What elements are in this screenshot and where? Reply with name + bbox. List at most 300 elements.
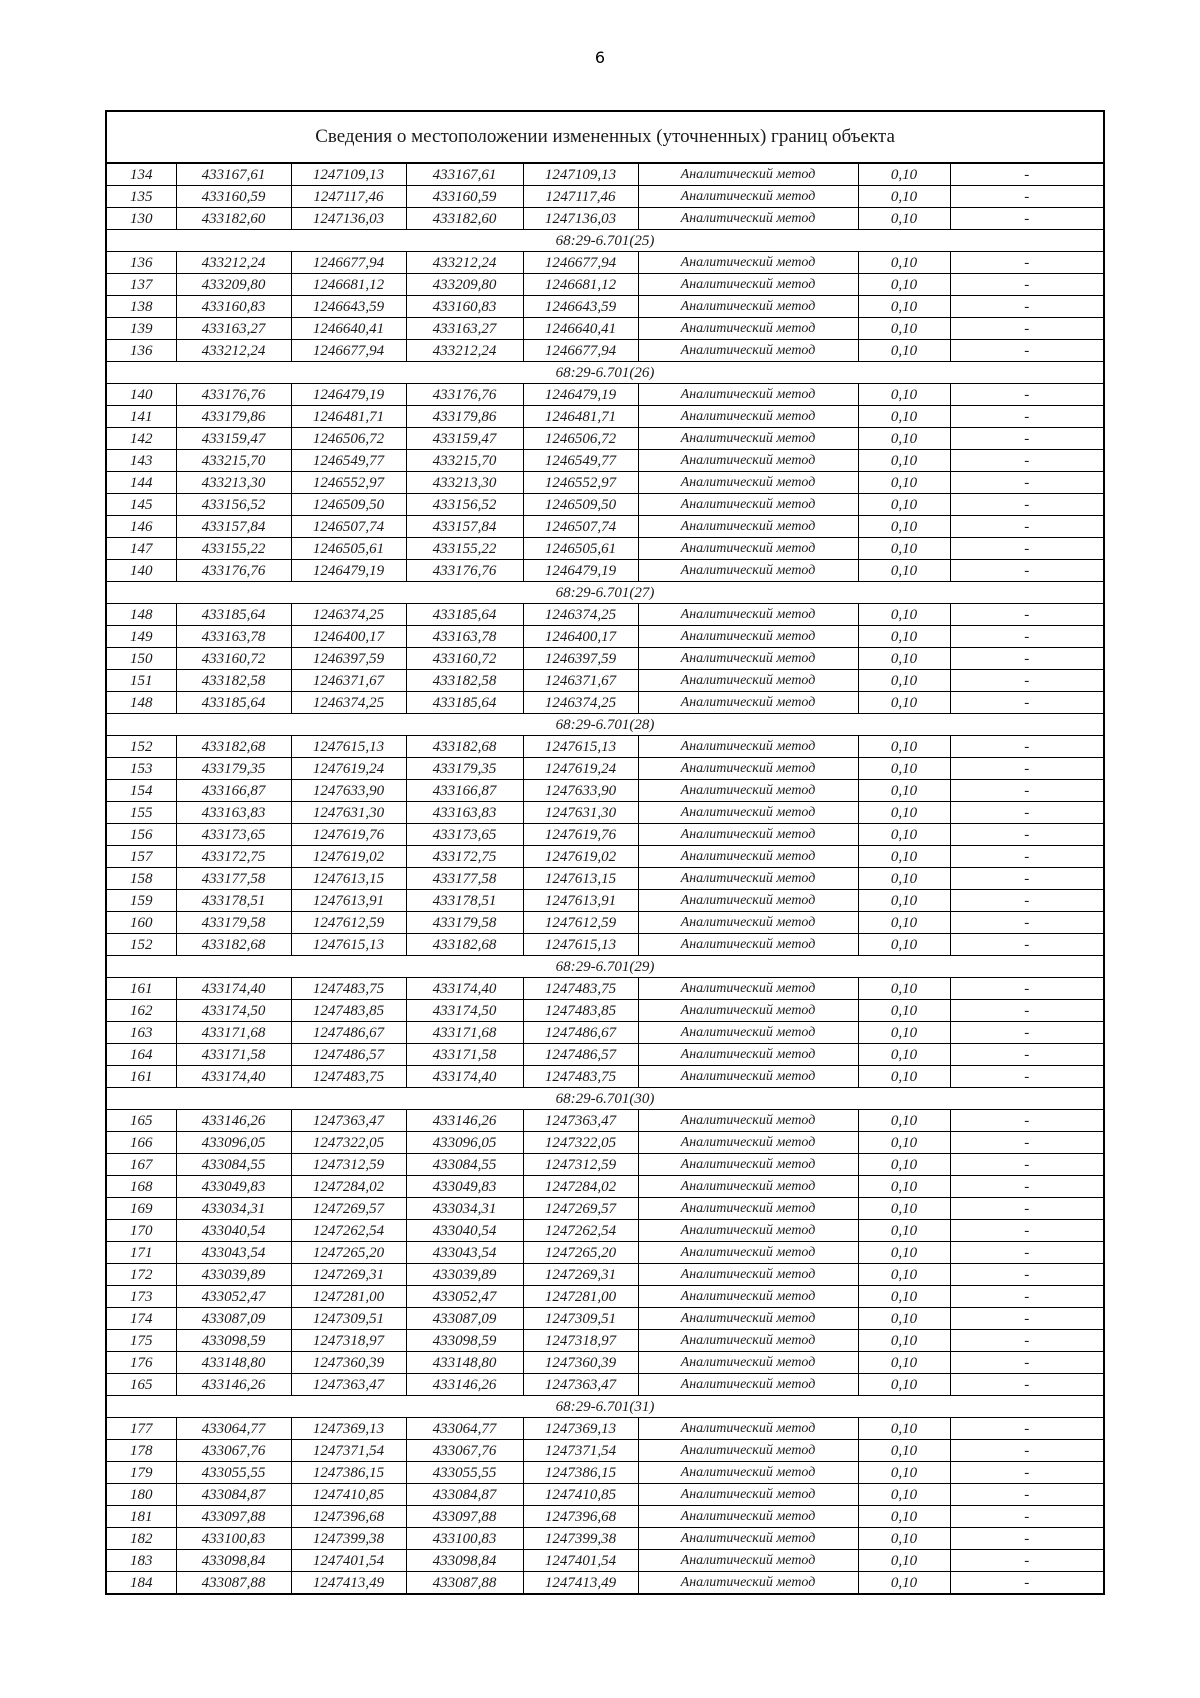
cadastral-block-label: 68:29-6.701(31) <box>106 1396 1104 1418</box>
x-old-cell: 433087,09 <box>176 1308 291 1330</box>
accuracy-cell: 0,10 <box>858 1550 950 1572</box>
description-cell: - <box>950 384 1104 406</box>
y-new-cell: 1246506,72 <box>523 428 638 450</box>
method-cell: Аналитический метод <box>638 450 858 472</box>
point-number-cell: 158 <box>106 868 176 890</box>
description-cell: - <box>950 1132 1104 1154</box>
y-new-cell: 1247401,54 <box>523 1550 638 1572</box>
y-new-cell: 1247360,39 <box>523 1352 638 1374</box>
accuracy-cell: 0,10 <box>858 824 950 846</box>
point-number-cell: 136 <box>106 252 176 274</box>
y-new-cell: 1247613,15 <box>523 868 638 890</box>
y-new-cell: 1246681,12 <box>523 274 638 296</box>
x-old-cell: 433185,64 <box>176 692 291 714</box>
table-row <box>106 1528 1104 1550</box>
y-new-cell: 1247619,24 <box>523 758 638 780</box>
x-new-cell: 433212,24 <box>406 340 523 362</box>
table-row <box>106 560 1104 582</box>
table-row <box>106 450 1104 472</box>
cadastral-block-label: 68:29-6.701(25) <box>106 230 1104 252</box>
method-cell: Аналитический метод <box>638 736 858 758</box>
method-cell: Аналитический метод <box>638 1374 858 1396</box>
x-old-cell: 433097,88 <box>176 1506 291 1528</box>
point-number-cell: 178 <box>106 1440 176 1462</box>
point-number-cell: 145 <box>106 494 176 516</box>
description-cell: - <box>950 450 1104 472</box>
x-old-cell: 433172,75 <box>176 846 291 868</box>
point-number-cell: 149 <box>106 626 176 648</box>
table-row <box>106 163 1104 186</box>
cadastral-block-label: 68:29-6.701(29) <box>106 956 1104 978</box>
method-cell: Аналитический метод <box>638 626 858 648</box>
y-new-cell: 1247483,75 <box>523 978 638 1000</box>
table-row <box>106 406 1104 428</box>
y-old-cell: 1246481,71 <box>291 406 406 428</box>
y-old-cell: 1247369,13 <box>291 1418 406 1440</box>
accuracy-cell: 0,10 <box>858 1132 950 1154</box>
table-row <box>106 384 1104 406</box>
description-cell: - <box>950 1352 1104 1374</box>
description-cell: - <box>950 1330 1104 1352</box>
method-cell: Аналитический метод <box>638 1550 858 1572</box>
x-new-cell: 433097,88 <box>406 1506 523 1528</box>
accuracy-cell: 0,10 <box>858 670 950 692</box>
description-cell: - <box>950 648 1104 670</box>
method-cell: Аналитический метод <box>638 1176 858 1198</box>
table-title-row <box>106 111 1104 163</box>
x-new-cell: 433084,87 <box>406 1484 523 1506</box>
point-number-cell: 150 <box>106 648 176 670</box>
x-old-cell: 433209,80 <box>176 274 291 296</box>
description-cell: - <box>950 978 1104 1000</box>
y-old-cell: 1247613,91 <box>291 890 406 912</box>
cadastral-block-label: 68:29-6.701(27) <box>106 582 1104 604</box>
method-cell: Аналитический метод <box>638 1528 858 1550</box>
y-old-cell: 1247619,76 <box>291 824 406 846</box>
y-old-cell: 1247117,46 <box>291 186 406 208</box>
description-cell: - <box>950 1462 1104 1484</box>
y-new-cell: 1246479,19 <box>523 560 638 582</box>
y-new-cell: 1247136,03 <box>523 208 638 230</box>
table-row <box>106 604 1104 626</box>
x-new-cell: 433039,89 <box>406 1264 523 1286</box>
table-row <box>106 978 1104 1000</box>
table-row <box>106 780 1104 802</box>
method-cell: Аналитический метод <box>638 1110 858 1132</box>
x-new-cell: 433100,83 <box>406 1528 523 1550</box>
accuracy-cell: 0,10 <box>858 1330 950 1352</box>
table-row <box>106 1440 1104 1462</box>
y-new-cell: 1246374,25 <box>523 604 638 626</box>
x-old-cell: 433167,61 <box>176 163 291 186</box>
method-cell: Аналитический метод <box>638 824 858 846</box>
table-row <box>106 1550 1104 1572</box>
method-cell: Аналитический метод <box>638 1044 858 1066</box>
y-new-cell: 1246509,50 <box>523 494 638 516</box>
description-cell: - <box>950 1506 1104 1528</box>
y-new-cell: 1247615,13 <box>523 736 638 758</box>
description-cell: - <box>950 934 1104 956</box>
x-old-cell: 433039,89 <box>176 1264 291 1286</box>
x-new-cell: 433160,83 <box>406 296 523 318</box>
point-number-cell: 154 <box>106 780 176 802</box>
x-new-cell: 433182,68 <box>406 934 523 956</box>
description-cell: - <box>950 604 1104 626</box>
x-old-cell: 433171,58 <box>176 1044 291 1066</box>
method-cell: Аналитический метод <box>638 1440 858 1462</box>
y-old-cell: 1247284,02 <box>291 1176 406 1198</box>
table-row <box>106 670 1104 692</box>
accuracy-cell: 0,10 <box>858 1110 950 1132</box>
y-new-cell: 1247483,75 <box>523 1066 638 1088</box>
x-new-cell: 433179,58 <box>406 912 523 934</box>
y-new-cell: 1247109,13 <box>523 163 638 186</box>
table-row <box>106 1418 1104 1440</box>
point-number-cell: 160 <box>106 912 176 934</box>
method-cell: Аналитический метод <box>638 428 858 450</box>
description-cell: - <box>950 1528 1104 1550</box>
method-cell: Аналитический метод <box>638 1286 858 1308</box>
accuracy-cell: 0,10 <box>858 1484 950 1506</box>
point-number-cell: 144 <box>106 472 176 494</box>
y-old-cell: 1247483,75 <box>291 1066 406 1088</box>
method-cell: Аналитический метод <box>638 934 858 956</box>
method-cell: Аналитический метод <box>638 1242 858 1264</box>
x-new-cell: 433098,84 <box>406 1550 523 1572</box>
table-row <box>106 626 1104 648</box>
y-new-cell: 1246549,77 <box>523 450 638 472</box>
x-old-cell: 433098,84 <box>176 1550 291 1572</box>
x-old-cell: 433160,59 <box>176 186 291 208</box>
accuracy-cell: 0,10 <box>858 208 950 230</box>
y-new-cell: 1247269,31 <box>523 1264 638 1286</box>
method-cell: Аналитический метод <box>638 1506 858 1528</box>
method-cell: Аналитический метод <box>638 604 858 626</box>
table-row <box>106 1506 1104 1528</box>
accuracy-cell: 0,10 <box>858 648 950 670</box>
x-old-cell: 433146,26 <box>176 1374 291 1396</box>
description-cell: - <box>950 1286 1104 1308</box>
y-new-cell: 1247284,02 <box>523 1176 638 1198</box>
cadastral-block-label: 68:29-6.701(28) <box>106 714 1104 736</box>
method-cell: Аналитический метод <box>638 560 858 582</box>
y-old-cell: 1247631,30 <box>291 802 406 824</box>
x-old-cell: 433182,60 <box>176 208 291 230</box>
y-new-cell: 1247312,59 <box>523 1154 638 1176</box>
table-row <box>106 1286 1104 1308</box>
point-number-cell: 171 <box>106 1242 176 1264</box>
table-row <box>106 1484 1104 1506</box>
table-row <box>106 472 1104 494</box>
point-number-cell: 140 <box>106 384 176 406</box>
point-number-cell: 153 <box>106 758 176 780</box>
accuracy-cell: 0,10 <box>858 1154 950 1176</box>
x-new-cell: 433067,76 <box>406 1440 523 1462</box>
x-new-cell: 433173,65 <box>406 824 523 846</box>
point-number-cell: 165 <box>106 1374 176 1396</box>
description-cell: - <box>950 1176 1104 1198</box>
table-row <box>106 1044 1104 1066</box>
method-cell: Аналитический метод <box>638 538 858 560</box>
y-old-cell: 1246677,94 <box>291 340 406 362</box>
y-new-cell: 1247386,15 <box>523 1462 638 1484</box>
x-new-cell: 433174,50 <box>406 1000 523 1022</box>
section-header-row <box>106 956 1104 978</box>
accuracy-cell: 0,10 <box>858 384 950 406</box>
y-old-cell: 1247613,15 <box>291 868 406 890</box>
x-new-cell: 433178,51 <box>406 890 523 912</box>
description-cell: - <box>950 186 1104 208</box>
y-new-cell: 1247117,46 <box>523 186 638 208</box>
y-old-cell: 1246479,19 <box>291 560 406 582</box>
table-row <box>106 1198 1104 1220</box>
y-new-cell: 1247262,54 <box>523 1220 638 1242</box>
accuracy-cell: 0,10 <box>858 1506 950 1528</box>
x-old-cell: 433064,77 <box>176 1418 291 1440</box>
y-new-cell: 1247396,68 <box>523 1506 638 1528</box>
x-old-cell: 433159,47 <box>176 428 291 450</box>
y-old-cell: 1247483,75 <box>291 978 406 1000</box>
description-cell: - <box>950 868 1104 890</box>
table-body <box>106 111 1104 1594</box>
point-number-cell: 168 <box>106 1176 176 1198</box>
y-old-cell: 1246371,67 <box>291 670 406 692</box>
y-old-cell: 1247312,59 <box>291 1154 406 1176</box>
boundary-coordinates-table <box>105 110 1105 1595</box>
accuracy-cell: 0,10 <box>858 736 950 758</box>
method-cell: Аналитический метод <box>638 163 858 186</box>
table-row <box>106 758 1104 780</box>
point-number-cell: 146 <box>106 516 176 538</box>
x-old-cell: 433043,54 <box>176 1242 291 1264</box>
method-cell: Аналитический метод <box>638 1264 858 1286</box>
method-cell: Аналитический метод <box>638 648 858 670</box>
y-new-cell: 1247613,91 <box>523 890 638 912</box>
point-number-cell: 165 <box>106 1110 176 1132</box>
x-old-cell: 433163,83 <box>176 802 291 824</box>
y-old-cell: 1247396,68 <box>291 1506 406 1528</box>
method-cell: Аналитический метод <box>638 780 858 802</box>
y-old-cell: 1247612,59 <box>291 912 406 934</box>
x-new-cell: 433087,88 <box>406 1572 523 1595</box>
point-number-cell: 175 <box>106 1330 176 1352</box>
method-cell: Аналитический метод <box>638 1484 858 1506</box>
x-new-cell: 433212,24 <box>406 252 523 274</box>
y-old-cell: 1247413,49 <box>291 1572 406 1595</box>
y-old-cell: 1247360,39 <box>291 1352 406 1374</box>
point-number-cell: 136 <box>106 340 176 362</box>
y-old-cell: 1247486,57 <box>291 1044 406 1066</box>
point-number-cell: 177 <box>106 1418 176 1440</box>
x-new-cell: 433185,64 <box>406 604 523 626</box>
description-cell: - <box>950 802 1104 824</box>
method-cell: Аналитический метод <box>638 406 858 428</box>
y-old-cell: 1247615,13 <box>291 736 406 758</box>
description-cell: - <box>950 406 1104 428</box>
point-number-cell: 147 <box>106 538 176 560</box>
description-cell: - <box>950 1572 1104 1595</box>
x-new-cell: 433098,59 <box>406 1330 523 1352</box>
x-old-cell: 433171,68 <box>176 1022 291 1044</box>
x-old-cell: 433174,40 <box>176 1066 291 1088</box>
description-cell: - <box>950 494 1104 516</box>
description-cell: - <box>950 626 1104 648</box>
point-number-cell: 148 <box>106 604 176 626</box>
method-cell: Аналитический метод <box>638 208 858 230</box>
y-new-cell: 1246507,74 <box>523 516 638 538</box>
accuracy-cell: 0,10 <box>858 758 950 780</box>
accuracy-cell: 0,10 <box>858 1572 950 1595</box>
accuracy-cell: 0,10 <box>858 1220 950 1242</box>
x-new-cell: 433167,61 <box>406 163 523 186</box>
y-old-cell: 1246509,50 <box>291 494 406 516</box>
description-cell: - <box>950 736 1104 758</box>
x-old-cell: 433157,84 <box>176 516 291 538</box>
accuracy-cell: 0,10 <box>858 780 950 802</box>
table-row <box>106 494 1104 516</box>
table-row <box>106 802 1104 824</box>
accuracy-cell: 0,10 <box>858 1198 950 1220</box>
x-old-cell: 433212,24 <box>176 252 291 274</box>
y-new-cell: 1247318,97 <box>523 1330 638 1352</box>
table-row <box>106 736 1104 758</box>
table-row <box>106 186 1104 208</box>
x-new-cell: 433156,52 <box>406 494 523 516</box>
accuracy-cell: 0,10 <box>858 1352 950 1374</box>
description-cell: - <box>950 340 1104 362</box>
x-old-cell: 433034,31 <box>176 1198 291 1220</box>
table-row <box>106 340 1104 362</box>
x-new-cell: 433163,83 <box>406 802 523 824</box>
y-old-cell: 1247109,13 <box>291 163 406 186</box>
table-row <box>106 846 1104 868</box>
method-cell: Аналитический метод <box>638 1330 858 1352</box>
table-row <box>106 912 1104 934</box>
description-cell: - <box>950 560 1104 582</box>
y-new-cell: 1247619,02 <box>523 846 638 868</box>
point-number-cell: 137 <box>106 274 176 296</box>
description-cell: - <box>950 824 1104 846</box>
accuracy-cell: 0,10 <box>858 406 950 428</box>
y-old-cell: 1247615,13 <box>291 934 406 956</box>
description-cell: - <box>950 846 1104 868</box>
point-number-cell: 183 <box>106 1550 176 1572</box>
description-cell: - <box>950 516 1104 538</box>
y-old-cell: 1247363,47 <box>291 1374 406 1396</box>
accuracy-cell: 0,10 <box>858 1440 950 1462</box>
accuracy-cell: 0,10 <box>858 1022 950 1044</box>
point-number-cell: 169 <box>106 1198 176 1220</box>
method-cell: Аналитический метод <box>638 516 858 538</box>
accuracy-cell: 0,10 <box>858 890 950 912</box>
description-cell: - <box>950 1198 1104 1220</box>
description-cell: - <box>950 1242 1104 1264</box>
description-cell: - <box>950 670 1104 692</box>
x-new-cell: 433179,35 <box>406 758 523 780</box>
x-new-cell: 433148,80 <box>406 1352 523 1374</box>
x-old-cell: 433213,30 <box>176 472 291 494</box>
point-number-cell: 182 <box>106 1528 176 1550</box>
table-row <box>106 428 1104 450</box>
accuracy-cell: 0,10 <box>858 1418 950 1440</box>
method-cell: Аналитический метод <box>638 912 858 934</box>
method-cell: Аналитический метод <box>638 758 858 780</box>
y-new-cell: 1247369,13 <box>523 1418 638 1440</box>
table-row <box>106 692 1104 714</box>
point-number-cell: 151 <box>106 670 176 692</box>
point-number-cell: 174 <box>106 1308 176 1330</box>
y-new-cell: 1246640,41 <box>523 318 638 340</box>
y-old-cell: 1247483,85 <box>291 1000 406 1022</box>
x-new-cell: 433163,27 <box>406 318 523 340</box>
y-old-cell: 1246505,61 <box>291 538 406 560</box>
x-new-cell: 433052,47 <box>406 1286 523 1308</box>
description-cell: - <box>950 1418 1104 1440</box>
x-old-cell: 433155,22 <box>176 538 291 560</box>
y-new-cell: 1246374,25 <box>523 692 638 714</box>
y-old-cell: 1247322,05 <box>291 1132 406 1154</box>
x-new-cell: 433157,84 <box>406 516 523 538</box>
x-old-cell: 433156,52 <box>176 494 291 516</box>
y-new-cell: 1246677,94 <box>523 252 638 274</box>
y-new-cell: 1247363,47 <box>523 1374 638 1396</box>
table-row <box>106 1264 1104 1286</box>
x-new-cell: 433179,86 <box>406 406 523 428</box>
x-new-cell: 433176,76 <box>406 560 523 582</box>
table-row <box>106 296 1104 318</box>
x-old-cell: 433067,76 <box>176 1440 291 1462</box>
point-number-cell: 161 <box>106 978 176 1000</box>
description-cell: - <box>950 890 1104 912</box>
point-number-cell: 152 <box>106 934 176 956</box>
accuracy-cell: 0,10 <box>858 1066 950 1088</box>
x-old-cell: 433052,47 <box>176 1286 291 1308</box>
accuracy-cell: 0,10 <box>858 1176 950 1198</box>
method-cell: Аналитический метод <box>638 494 858 516</box>
accuracy-cell: 0,10 <box>858 472 950 494</box>
table-row <box>106 868 1104 890</box>
accuracy-cell: 0,10 <box>858 1044 950 1066</box>
y-old-cell: 1246400,17 <box>291 626 406 648</box>
method-cell: Аналитический метод <box>638 802 858 824</box>
x-new-cell: 433146,26 <box>406 1110 523 1132</box>
table-row <box>106 318 1104 340</box>
table-row <box>106 648 1104 670</box>
point-number-cell: 152 <box>106 736 176 758</box>
table-row <box>106 1132 1104 1154</box>
y-old-cell: 1247399,38 <box>291 1528 406 1550</box>
table-row <box>106 1330 1104 1352</box>
accuracy-cell: 0,10 <box>858 934 950 956</box>
method-cell: Аналитический метод <box>638 274 858 296</box>
table-row <box>106 824 1104 846</box>
accuracy-cell: 0,10 <box>858 450 950 472</box>
y-new-cell: 1247633,90 <box>523 780 638 802</box>
accuracy-cell: 0,10 <box>858 912 950 934</box>
point-number-cell: 176 <box>106 1352 176 1374</box>
accuracy-cell: 0,10 <box>858 538 950 560</box>
accuracy-cell: 0,10 <box>858 1462 950 1484</box>
x-new-cell: 433049,83 <box>406 1176 523 1198</box>
x-old-cell: 433100,83 <box>176 1528 291 1550</box>
point-number-cell: 130 <box>106 208 176 230</box>
accuracy-cell: 0,10 <box>858 692 950 714</box>
accuracy-cell: 0,10 <box>858 1528 950 1550</box>
point-number-cell: 181 <box>106 1506 176 1528</box>
y-new-cell: 1247309,51 <box>523 1308 638 1330</box>
table-row <box>106 208 1104 230</box>
x-old-cell: 433084,87 <box>176 1484 291 1506</box>
